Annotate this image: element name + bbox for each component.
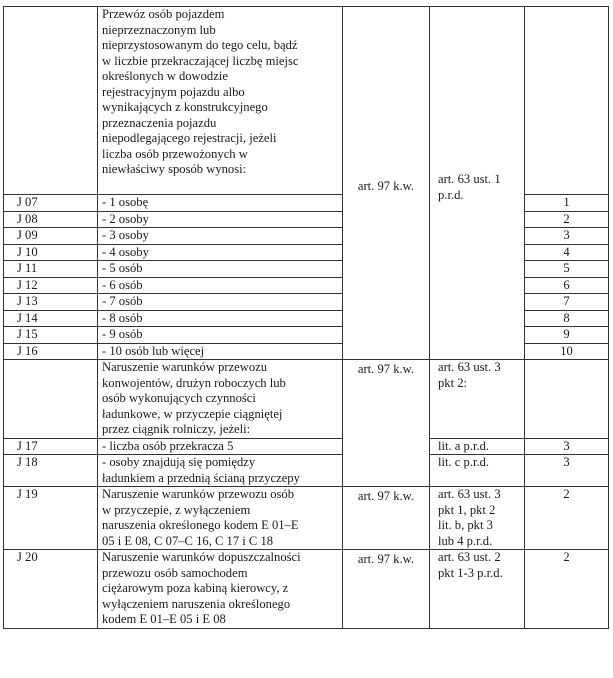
table-row	[4, 438, 609, 455]
description-cell: - 7 osób	[98, 294, 343, 311]
points-cell: 2	[525, 211, 609, 228]
description-cell: - osoby znajdują się pomiędzy ładunkiem a przednią ścianą przyczepy	[98, 455, 343, 487]
description-cell: - 6 osób	[98, 277, 343, 294]
table-row	[4, 455, 609, 487]
description-cell: Przewóz osób pojazdem nieprzeznaczonym lub nieprzystosowanym do tego celu, bądź w liczbie przekraczającej liczbę miejsc określonych w dowodzie rejestracyjnym pojazdu albo wynikających z konstrukcyjnego przeznaczenia pojazdu niepodlegającego rejestracji, jeżeli liczba osób przewożonych w niewłaściwy sposób wynosi:	[98, 7, 343, 195]
points-cell: 8	[525, 310, 609, 327]
points-cell: 2	[525, 550, 609, 629]
description-cell: - 10 osób lub więcej	[98, 343, 343, 360]
legal-basis-text: art. 97 k.w.	[357, 179, 415, 193]
code-cell: J 15	[4, 327, 98, 344]
points-cell: 9	[525, 327, 609, 344]
code-cell: J 10	[4, 244, 98, 261]
penalty-ref-cell: lit. c p.r.d.	[430, 455, 525, 487]
code-cell: J 14	[4, 310, 98, 327]
code-cell: J 07	[4, 195, 98, 212]
penalty-ref-cell: art. 63 ust. 3 pkt 1, pkt 2 lit. b, pkt 3 lub 4 p.r.d.	[430, 487, 525, 550]
violations-table	[3, 6, 609, 629]
penalty-ref-cell: art. 63 ust. 2 pkt 1-3 p.r.d.	[430, 550, 525, 629]
table-row	[4, 7, 609, 195]
code-cell: J 13	[4, 294, 98, 311]
code-cell: J 11	[4, 261, 98, 278]
points-cell	[525, 360, 609, 439]
points-cell: 3	[525, 438, 609, 455]
points-cell: 1	[525, 195, 609, 212]
table-row	[4, 487, 609, 550]
code-cell: J 18	[4, 455, 98, 487]
code-cell	[4, 360, 98, 439]
code-cell: J 17	[4, 438, 98, 455]
points-cell: 3	[525, 228, 609, 245]
description-cell: - 8 osób	[98, 310, 343, 327]
code-cell: J 09	[4, 228, 98, 245]
description-cell: Naruszenie warunków dopuszczalności przewozu osób samochodem ciężarowym poza kabiną kierowcy, z wyłączeniem naruszenia określonego kodem E 01–E 05 i E 08	[98, 550, 343, 629]
points-cell: 5	[525, 261, 609, 278]
code-cell: J 20	[4, 550, 98, 629]
description-cell: - 5 osób	[98, 261, 343, 278]
description-cell: - 9 osób	[98, 327, 343, 344]
code-cell: J 16	[4, 343, 98, 360]
points-cell: 2	[525, 487, 609, 550]
points-cell: 3	[525, 455, 609, 487]
legal-basis-cell: art. 97 k.w.	[343, 487, 430, 550]
points-cell: 6	[525, 277, 609, 294]
description-cell: - 3 osoby	[98, 228, 343, 245]
description-cell: Naruszenie warunków przewozu osób w przyczepie, z wyłączeniem naruszenia określonego kodem E 01–E 05 i E 08, C 07–C 16, C 17 i C 18	[98, 487, 343, 550]
description-cell: - 4 osoby	[98, 244, 343, 261]
points-cell: 10	[525, 343, 609, 360]
table-row	[4, 550, 609, 629]
code-cell	[4, 7, 98, 195]
table-row	[4, 360, 609, 439]
description-cell: - 1 osobę	[98, 195, 343, 212]
legal-basis-cell: art. 97 k.w.	[343, 360, 430, 487]
penalty-ref-cell: art. 63 ust. 3 pkt 2:	[430, 360, 525, 439]
penalty-ref-cell: art. 63 ust. 1 p.r.d.	[430, 7, 525, 360]
description-cell: - 2 osoby	[98, 211, 343, 228]
code-cell: J 19	[4, 487, 98, 550]
penalty-ref-cell: lit. a p.r.d.	[430, 438, 525, 455]
legal-basis-cell: art. 97 k.w.	[343, 550, 430, 629]
points-cell	[525, 7, 609, 195]
code-cell: J 12	[4, 277, 98, 294]
points-cell: 4	[525, 244, 609, 261]
code-cell: J 08	[4, 211, 98, 228]
description-cell: Naruszenie warunków przewozu konwojentów, drużyn roboczych lub osób wykonujących czynności ładunkowe, w przyczepie ciągniętej przez ciągnik rolniczy, jeżeli:	[98, 360, 343, 439]
points-cell: 7	[525, 294, 609, 311]
description-cell: - liczba osób przekracza 5	[98, 438, 343, 455]
legal-basis-cell	[343, 7, 430, 360]
